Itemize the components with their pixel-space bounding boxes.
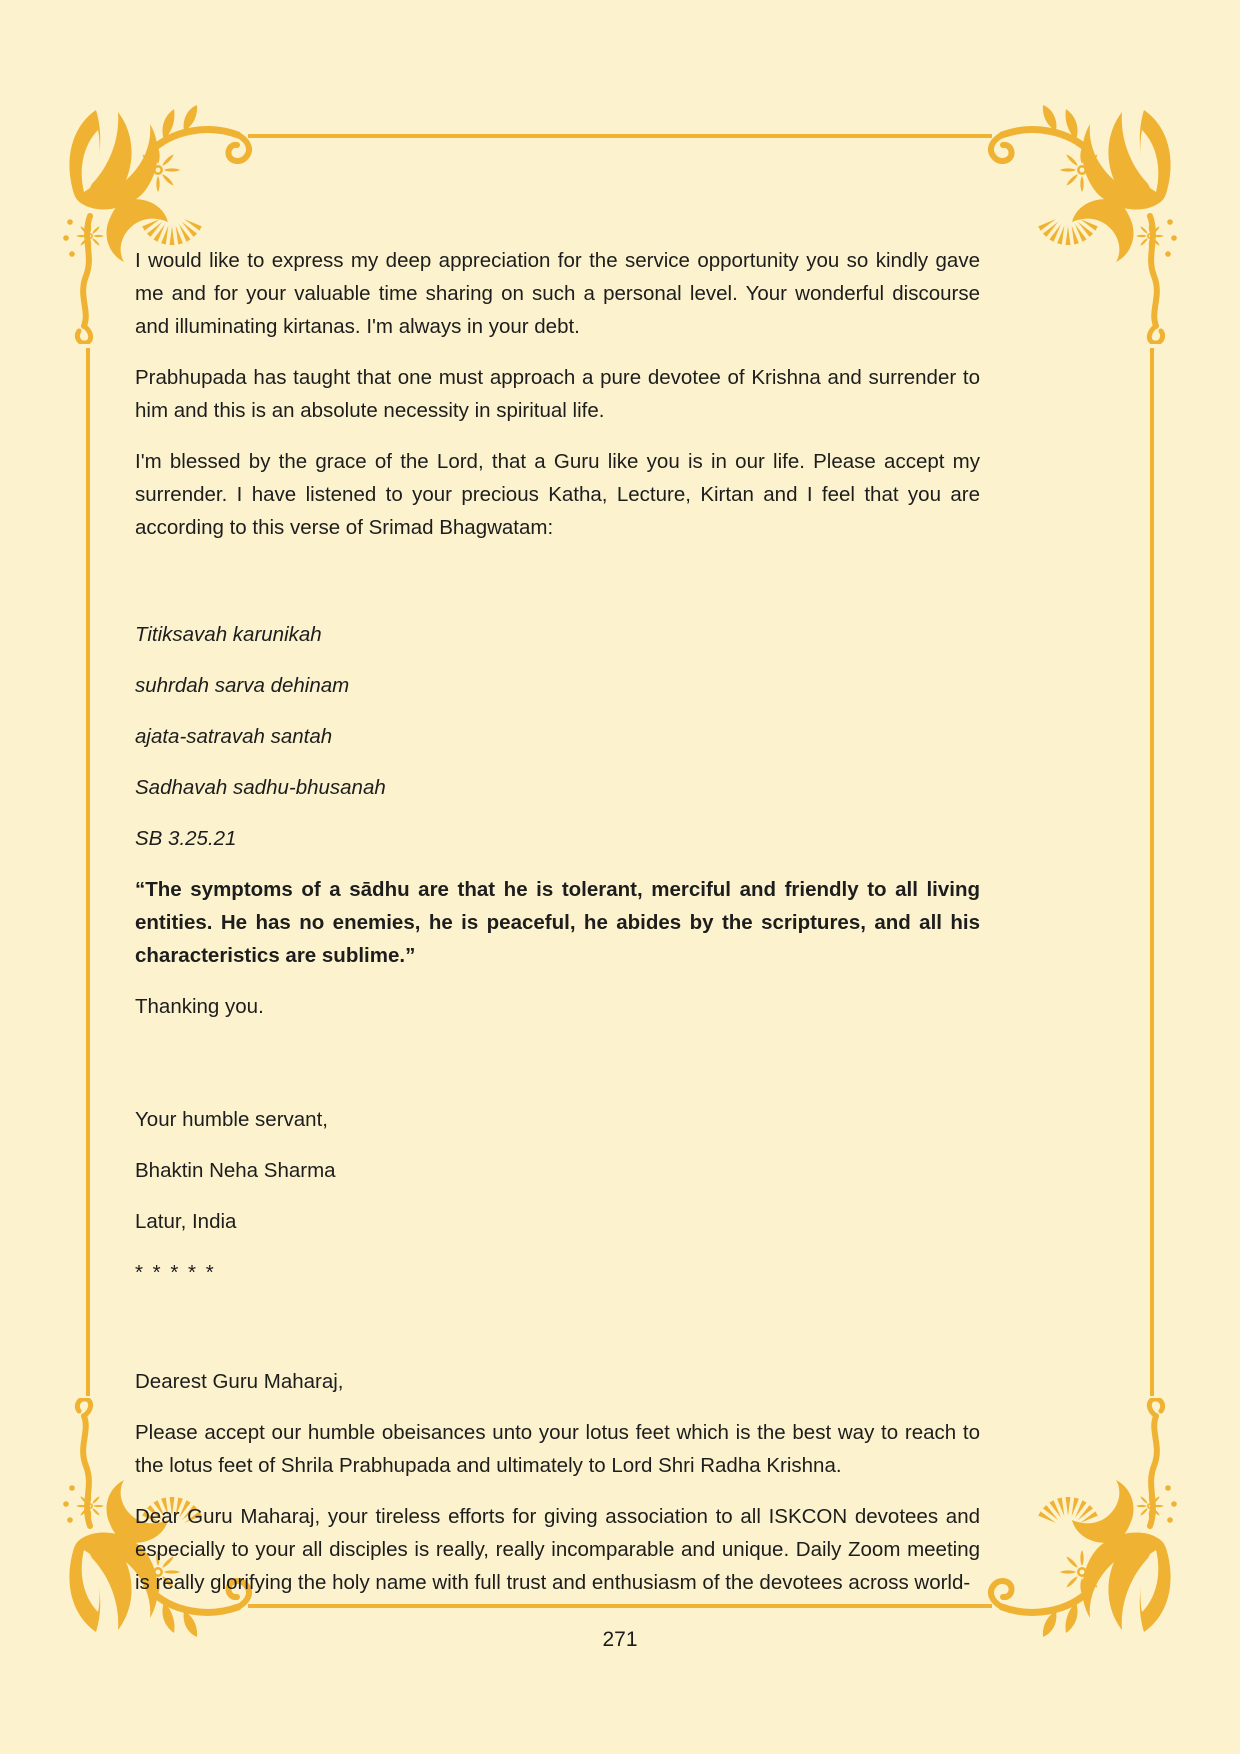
letter-body: [135, 244, 980, 1617]
paragraph: Please accept our humble obeisances unto your lotus feet which is the best way to reach to the lotus feet of Shrila Prabhupada and ultimately to Lord Shri Radha Krishna.: [135, 1421, 980, 1477]
author-location: Latur, India: [135, 1210, 237, 1233]
frame-line-top: [248, 134, 992, 138]
verse-translation: “The symptoms of a sādhu are that he is tolerant, merciful and friendly to all living entities. He has no enemies, he is peaceful, he abides by the scriptures, and all his characteristics are sublime.”: [135, 878, 980, 967]
blank-line: [135, 562, 980, 618]
paragraph: Dear Guru Maharaj, your tireless efforts for giving association to all ISKCON devotees and especially to your all disciples is really, really incomparable and unique. Daily Zoom meeting is really glorifying the holy name with full trust and enthusiasm of the devotees across world-: [135, 1505, 980, 1594]
paragraph: Prabhupada has taught that one must approach a pure devotee of Krishna and surrender to him and this is an absolute necessity in spiritual life.: [135, 366, 980, 422]
floral-corner-ornament-icon: [980, 1398, 1180, 1638]
page-number: 271: [602, 1628, 638, 1651]
frame-line-right: [1150, 348, 1154, 1396]
floral-corner-ornament-icon: [980, 104, 1180, 344]
verse-citation: SB 3.25.21: [135, 827, 237, 850]
frame-line-left: [86, 348, 90, 1396]
signoff-line: Your humble servant,: [135, 1108, 328, 1131]
salutation-line: Dearest Guru Maharaj,: [135, 1370, 344, 1393]
verse-line: suhrdah sarva dehinam: [135, 674, 350, 697]
paragraph: I would like to express my deep appreciation for the service opportunity you so kindly gave me and for your valuable time sharing on such a personal level. Your wonderful discourse and illuminating kirtanas. I'm always in your debt.: [135, 249, 980, 338]
verse-line: ajata-satravah santah: [135, 725, 333, 748]
blank-line: [135, 1307, 980, 1365]
verse-line: Titiksavah karunikah: [135, 623, 322, 646]
author-name: Bhaktin Neha Sharma: [135, 1159, 336, 1182]
verse-line: Sadhavah sadhu-bhusanah: [135, 776, 386, 799]
closing-line: Thanking you.: [135, 995, 264, 1018]
blank-line: [135, 1041, 980, 1103]
section-separator: * * * * *: [135, 1261, 216, 1284]
paragraph: I'm blessed by the grace of the Lord, that a Guru like you is in our life. Please accept my surrender. I have listened to your precious Katha, Lecture, Kirtan and I feel that you are according to this verse of Srimad Bhagwatam:: [135, 450, 980, 539]
